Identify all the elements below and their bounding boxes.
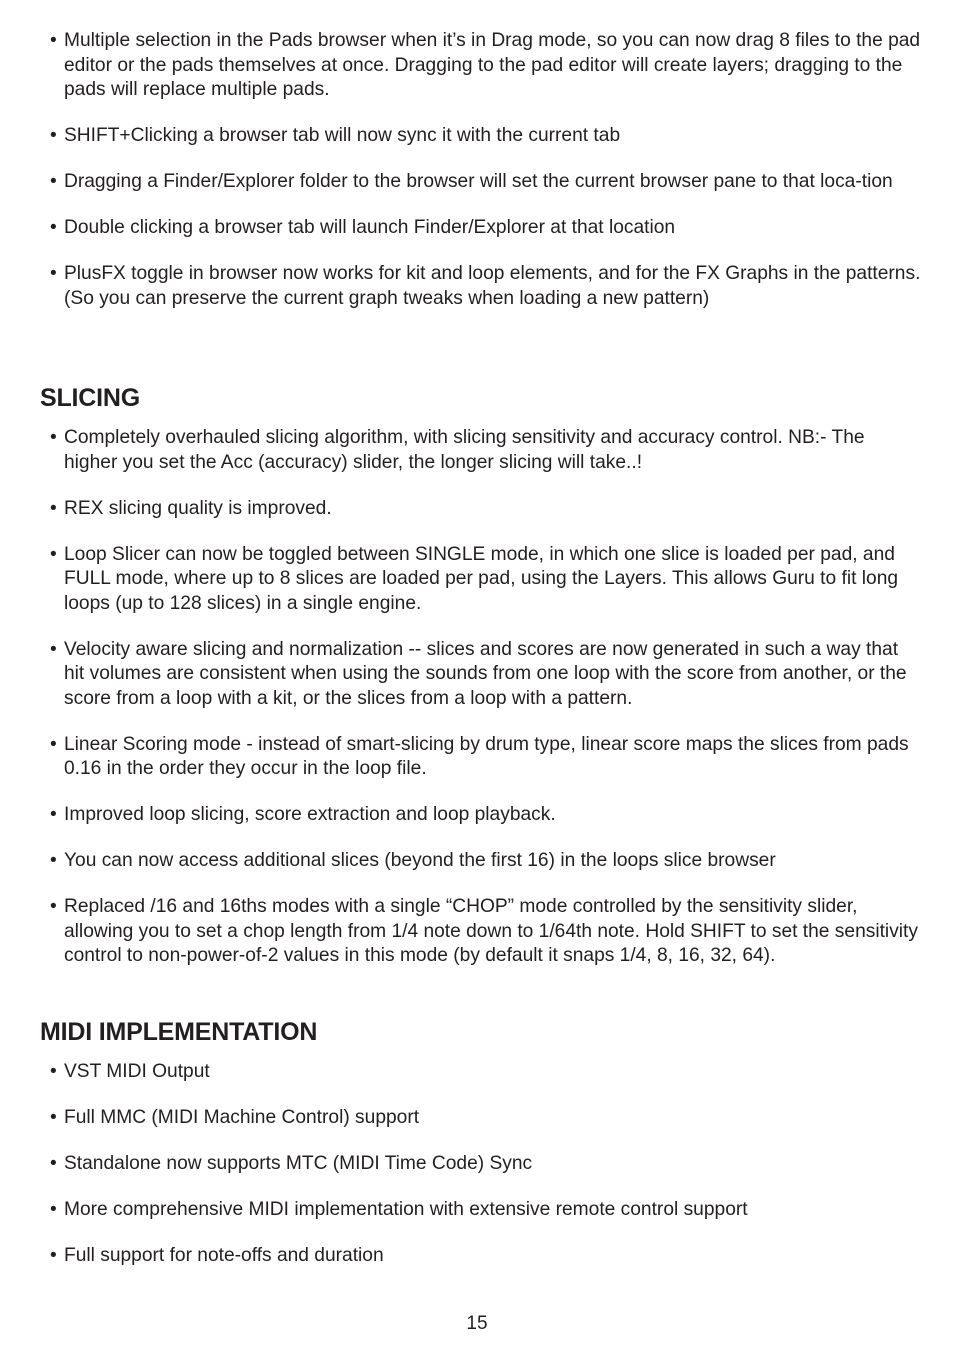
midi-implementation-heading: MIDI IMPLEMENTATION [40,1018,318,1046]
bullet: • [50,896,57,917]
bullet: • [50,263,57,284]
bullet: • [50,427,57,448]
list-item [50,1106,922,1131]
bullet: • [50,30,57,51]
bullet: • [50,1245,57,1266]
list-item-text: Completely overhauled slicing algorithm, with slicing sensitivity and accuracy control. NB:- The higher you set the Acc (accuracy) slider, the longer slicing will take..! [64,427,865,473]
list-item [50,1198,922,1223]
bullet: • [50,543,57,565]
list-item [50,29,922,103]
bullet: • [50,804,57,825]
list-item [50,1152,922,1177]
list-item [50,849,922,874]
midi-feature-list [50,1060,922,1269]
bullet: • [50,850,57,871]
list-item-text: Improved loop slicing, score extraction and loop playback. [64,804,556,825]
bullet: • [50,497,57,519]
list-item-text: Velocity aware slicing and normalization -- slices and scores are now generated in such a way that hit volumes are consistent when using the sounds from one loop with the score from another, or the score from a loop with a kit, or the slices from a loop with a pattern. [64,638,907,709]
bullet: • [50,733,57,755]
list-item [50,216,922,241]
bullet: • [50,171,57,192]
browser-feature-list [50,29,922,311]
list-item [50,543,922,617]
list-item [50,170,922,195]
page-number: 15 [466,1313,488,1334]
bullet: • [50,1061,57,1082]
list-item-text: Double clicking a browser tab will launch Finder/Explorer at that location [64,217,676,238]
list-item-text: Linear Scoring mode - instead of smart-slicing by drum type, linear score maps the slices from pads 0.16 in the order they occur in the loop file. [64,733,909,779]
list-item-text: More comprehensive MIDI implementation with extensive remote control support [64,1199,748,1220]
list-item [50,497,922,522]
bullet: • [50,217,57,238]
list-item-text: Dragging a Finder/Explorer folder to the browser will set the current browser pane to that loca-tion [64,171,893,192]
list-item-text: Full support for note-offs and duration [64,1245,384,1266]
list-item-text: REX slicing quality is improved. [64,497,332,519]
list-item-text: Full MMC (MIDI Machine Control) support [64,1107,420,1128]
list-item [50,1060,922,1085]
bullet: • [50,638,57,660]
list-item [50,733,922,782]
bullet: • [50,1107,57,1128]
list-item [50,124,922,149]
bullet: • [50,1199,57,1220]
list-item-text: Loop Slicer can now be toggled between SINGLE mode, in which one slice is loaded per pad, and FULL mode, where up to 8 slices are loaded per pad, using the Layers. This allows Guru to fit long loops (up to 128 slices) in a single engine. [64,543,899,614]
bullet: • [50,1153,57,1174]
list-item-text: PlusFX toggle in browser now works for kit and loop elements, and for the FX Graphs in the patterns. (So you can preserve the current graph tweaks when loading a new pattern) [64,263,921,309]
list-item-text: Standalone now supports MTC (MIDI Time Code) Sync [64,1153,533,1174]
list-item-text: You can now access additional slices (beyond the first 16) in the loops slice browser [64,850,776,871]
list-item-text: VST MIDI Output [64,1061,210,1082]
list-item [50,1244,922,1269]
list-item [50,262,922,311]
list-item [50,803,922,828]
list-item [50,638,922,712]
slicing-heading: SLICING [40,384,140,412]
bullet: • [50,125,57,146]
list-item-text: Replaced /16 and 16ths modes with a single “CHOP” mode controlled by the sensitivity slider, allowing you to set a chop length from 1/4 note down to 1/64th note. Hold SHIFT to set the sensitivity control to non-power-of-2 values in this mode (by default it snaps 1/4, 8, 16, 32, 64). [64,896,918,966]
list-item-text: Multiple selection in the Pads browser when it’s in Drag mode, so you can now drag 8 files to the pad editor or the pads themselves at once. Dragging to the pad editor will create layers; dragging to the pads will replace multiple pads. [64,30,921,100]
list-item [50,426,922,475]
list-item [50,895,922,969]
list-item-text: SHIFT+Clicking a browser tab will now sync it with the current tab [64,125,621,146]
slicing-feature-list [50,426,922,969]
